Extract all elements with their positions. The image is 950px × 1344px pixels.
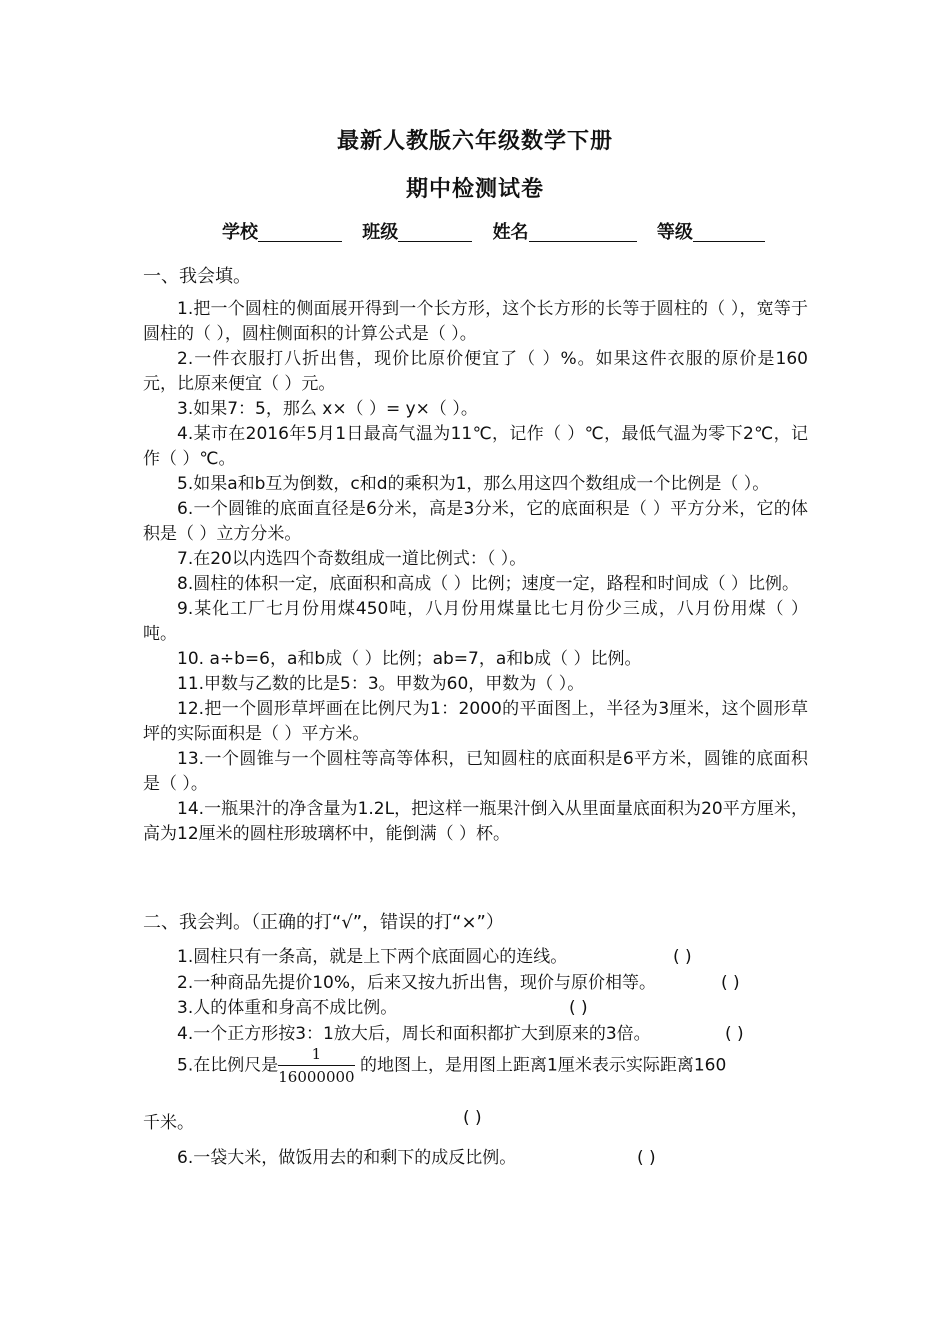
fill-item-10: 10. a÷b=6，a和b成（ ）比例；ab=7，a和b成（ ）比例。 <box>177 649 642 669</box>
fill-item-9: 9.某化工厂七月份用煤450吨，八月份用煤量比七月份少三成，八月份用煤（ ）吨。 <box>143 599 808 644</box>
section1-heading: 一、我会填。 <box>143 266 251 287</box>
judge-item-4: 4.一个正方形按3：1放大后，周长和面积都扩大到原来的3倍。 ( ) <box>143 1022 808 1048</box>
student-info-row <box>222 218 779 244</box>
name-field: 姓名 <box>493 218 637 244</box>
answer-paren: ( ) <box>725 1023 744 1044</box>
exam-title: 最新人教版六年级数学下册 <box>336 128 613 154</box>
scale-fraction: $\frac{1}{16000000}$ <box>278 1045 355 1086</box>
fill-item-5: 5.如果a和b互为倒数，c和d的乘积为1，那么用这四个数组成一个比例是（ ）。 <box>177 474 770 494</box>
judge-item-6: 6.一袋大米，做饭用去的和剩下的成反比例。 ( ) <box>143 1146 808 1172</box>
answer-paren: ( ) <box>637 1148 656 1168</box>
fill-item-12: 12.把一个圆形草坪画在比例尺为1：2000的平面图上，半径为3厘米，这个圆形草坪的实际面积是（ ）平方米。 <box>143 699 808 744</box>
fill-item-13: 13.一个圆锥与一个圆柱等高等体积，已知圆柱的底面积是6平方米，圆锥的底面积是（ ）。 <box>143 749 808 794</box>
section1-items <box>143 297 808 847</box>
fill-item-4: 4.某市在2016年5月1日最高气温为11℃，记作（ ）℃，最低气温为零下2℃，记作（ ）℃。 <box>143 424 808 469</box>
fill-item-3: 3.如果7：5，那么 x×（ ）= y×（ ）。 <box>177 399 478 419</box>
name-blank <box>529 221 637 242</box>
exam-subtitle: 期中检测试卷 <box>405 176 544 202</box>
fill-item-1: 1.把一个圆柱的侧面展开得到一个长方形，这个长方形的长等于圆柱的（ ），宽等于圆柱的（ ），圆柱侧面积的计算公式是（ ）。 <box>143 299 808 344</box>
school-blank <box>258 221 342 242</box>
judge-item-2: 2.一种商品先提价10%，后来又按九折出售，现价与原价相等。 ( ) <box>143 971 808 997</box>
fill-item-6: 6.一个圆锥的底面直径是6分米，高是3分米，它的底面积是（ ）平方分米，它的体积是（ ）立方分米。 <box>143 499 808 544</box>
judge-item-3: 3.人的体重和身高不成比例。 ( ) <box>143 996 808 1022</box>
class-field: 班级 <box>362 218 472 244</box>
grade-blank <box>693 221 765 242</box>
fill-item-2: 2.一件衣服打八折出售，现价比原价便宜了（ ）%。如果这件衣服的原价是160元，比原来便宜（ ）元。 <box>143 349 808 394</box>
section2-items <box>143 945 808 1047</box>
fill-item-11: 11.甲数与乙数的比是5：3。甲数为60，甲数为（ ）。 <box>177 674 585 694</box>
school-field: 学校 <box>222 218 342 244</box>
fill-item-7: 7.在20以内选四个奇数组成一道比例式：（ ）。 <box>177 549 527 569</box>
judge-item-6-wrap <box>143 1146 808 1172</box>
judge-item-5: 5.在比例尺是 $\frac{1}{16000000}$ 的地图上，是用图上距离1厘米表示实际距离160 千米。 ( ) <box>143 1045 727 1133</box>
judge-item-1: 1.圆柱只有一条高，就是上下两个底面圆心的连线。 ( ) <box>143 945 808 971</box>
fill-item-8: 8.圆柱的体积一定，底面积和高成（ ）比例；速度一定，路程和时间成（ ）比例。 <box>177 574 800 594</box>
grade-field: 等级 <box>657 218 765 244</box>
section2-heading: 二、我会判。（正确的打“√”，错误的打“×”） <box>143 912 504 933</box>
fill-item-14: 14.一瓶果汁的净含量为1.2L，把这样一瓶果汁倒入从里面量底面积为20平方厘米，高为12厘米的圆柱形玻璃杯中，能倒满（ ）杯。 <box>143 799 808 844</box>
answer-paren: ( ) <box>569 998 588 1018</box>
answer-paren: ( ) <box>463 1108 482 1128</box>
answer-paren: ( ) <box>721 972 740 993</box>
answer-paren: ( ) <box>673 947 692 967</box>
class-blank <box>398 221 472 242</box>
